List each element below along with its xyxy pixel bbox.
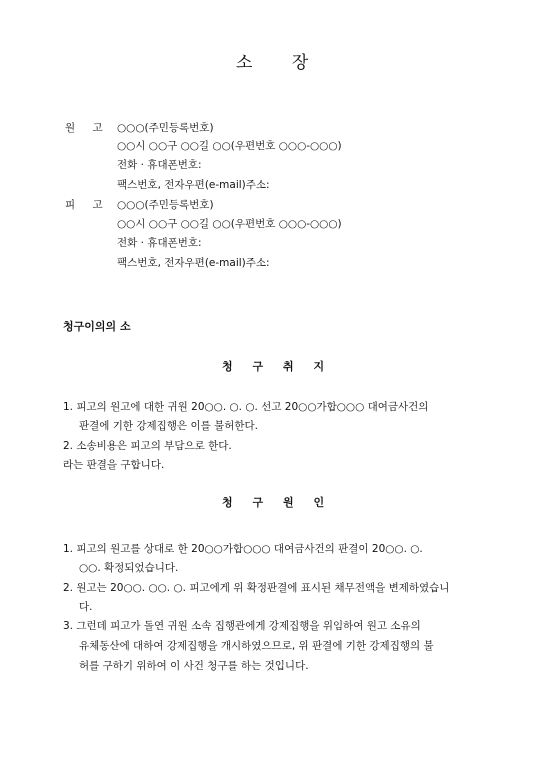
plaintiff-label-char-1: 원 xyxy=(65,122,76,134)
claim-cause-heading-char-2: 구 xyxy=(252,496,264,509)
claim-cause-item-2-line-1: 2. 원고는 20○○. ○○. ○. 피고에게 위 확정판결에 표시된 채무전액을 변제하였습니 xyxy=(63,582,450,594)
defendant-phone: 전화 · 휴대폰번호: xyxy=(117,237,202,249)
claim-purpose-item-1-line-1: 1. 피고의 원고에 대한 귀원 20○○. ○. ○. 선고 20○○가합○○○ 대여금사건의 xyxy=(63,401,429,413)
claim-cause-heading-char-1: 청 xyxy=(222,496,233,509)
plaintiff-label-char-2: 고 xyxy=(92,122,103,134)
plaintiff-address: ○○시 ○○구 ○○길 ○○(우편번호 ○○○-○○○) xyxy=(117,140,342,152)
claim-purpose-item-1-line-2: 판결에 기한 강제집행은 이를 불허한다. xyxy=(79,420,258,432)
claim-cause-item-1-line-2: ○○. 확정되었습니다. xyxy=(79,562,179,574)
claim-purpose-heading-char-3: 취 xyxy=(282,360,294,373)
case-name: 청구이의의 소 xyxy=(63,320,131,333)
defendant-label-char-2: 고 xyxy=(92,199,103,211)
claim-purpose-heading xyxy=(222,358,324,374)
claim-cause-heading-char-4: 인 xyxy=(313,496,325,509)
title-char-1: 소 xyxy=(236,53,253,73)
claim-cause-heading-char-3: 원 xyxy=(282,496,294,509)
claim-purpose-heading-char-2: 구 xyxy=(252,360,264,373)
defendant-label xyxy=(65,197,103,212)
defendant-label-char-1: 피 xyxy=(65,199,76,211)
defendant-name: ○○○(주민등록번호) xyxy=(117,199,214,211)
claim-cause-item-2-line-2: 다. xyxy=(79,601,93,613)
plaintiff-fax-email: 팩스번호, 전자우편(e-mail)주소: xyxy=(117,179,270,191)
document-title xyxy=(236,48,308,73)
plaintiff-label xyxy=(65,120,103,135)
plaintiff-name: ○○○(주민등록번호) xyxy=(117,122,214,134)
claim-purpose-closing: 라는 판결을 구합니다. xyxy=(63,459,165,471)
claim-cause-heading xyxy=(222,494,324,510)
claim-purpose-item-2: 2. 소송비용은 피고의 부담으로 한다. xyxy=(63,440,232,452)
plaintiff-phone: 전화 · 휴대폰번호: xyxy=(117,159,202,171)
claim-cause-item-3-line-2: 유체동산에 대하여 강제집행을 개시하였으므로, 위 판결에 기한 강제집행의 불 xyxy=(79,640,434,652)
claim-cause-item-3-line-3: 허를 구하기 위하여 이 사건 청구를 하는 것입니다. xyxy=(79,660,309,672)
title-char-2: 장 xyxy=(291,53,309,73)
defendant-address: ○○시 ○○구 ○○길 ○○(우편번호 ○○○-○○○) xyxy=(117,218,342,230)
claim-cause-item-1-line-1: 1. 피고의 원고를 상대로 한 20○○가합○○○ 대여금사건의 판결이 20○○. ○. xyxy=(63,543,423,555)
claim-purpose-heading-char-4: 지 xyxy=(313,360,325,373)
claim-cause-item-3-line-1: 3. 그런데 피고가 돌연 귀원 소속 집행관에게 강제집행을 위임하여 원고 소유의 xyxy=(63,620,421,632)
defendant-fax-email: 팩스번호, 전자우편(e-mail)주소: xyxy=(117,257,270,269)
claim-purpose-heading-char-1: 청 xyxy=(222,360,233,373)
